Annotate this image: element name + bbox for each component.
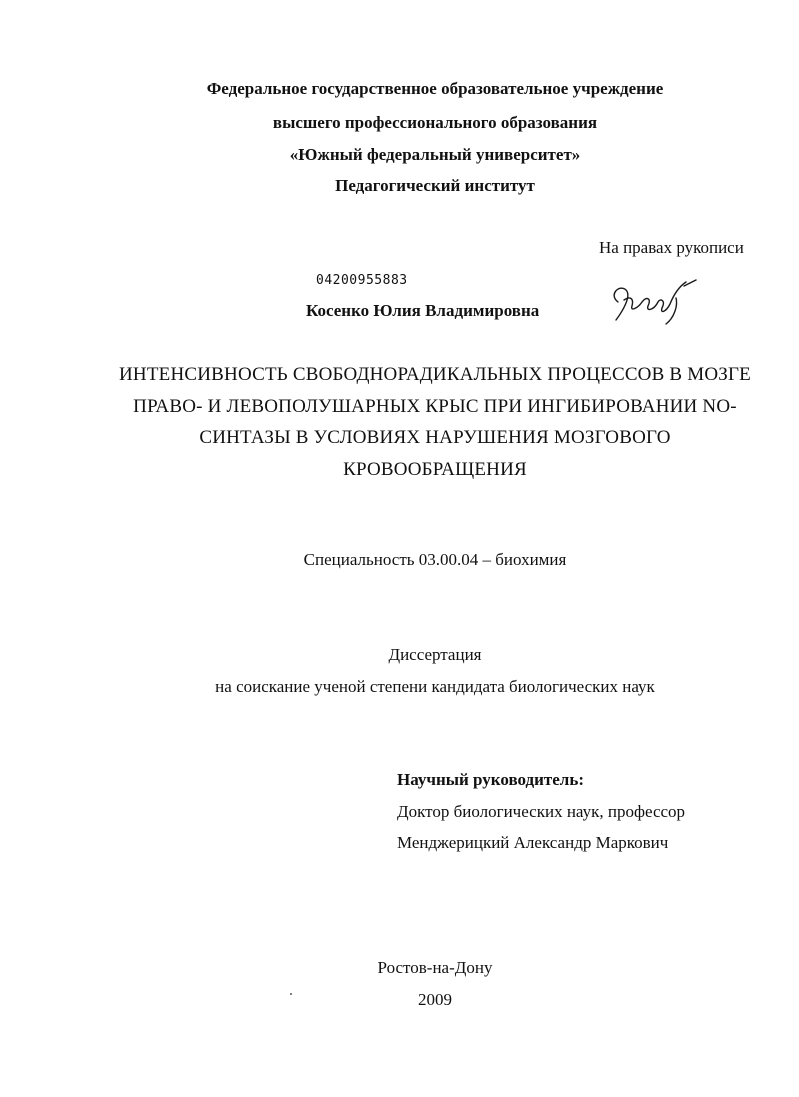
specialty: Специальность 03.00.04 – биохимия [303,550,567,569]
signature-icon [604,272,704,328]
thesis-title-line-4: КРОВООБРАЩЕНИЯ [343,459,527,480]
scan-speck [290,993,292,995]
catalog-number: 04200955883 [316,273,408,288]
institution-line-2: высшего профессионального образования [272,113,598,132]
author-name: Косенко Юлия Владимировна [306,301,540,320]
thesis-title-line-1: ИНТЕНСИВНОСТЬ СВОБОДНОРАДИКАЛЬНЫХ ПРОЦЕССОВ В МОЗГЕ [119,364,751,385]
supervisor-heading: Научный руководитель: [397,770,584,789]
institution-line-3: «Южный федеральный университет» [289,145,581,164]
rights-note: На правах рукописи [599,238,744,257]
supervisor-title: Доктор биологических наук, профессор [397,802,686,821]
thesis-title-line-2: ПРАВО- И ЛЕВОПОЛУШАРНЫХ КРЫС ПРИ ИНГИБИРОВАНИИ NO- [133,396,737,417]
city: Ростов-на-Дону [377,958,493,977]
supervisor-name: Менджерицкий Александр Маркович [397,833,669,852]
institution-line-4: Педагогический институт [335,176,535,195]
work-type: Диссертация [388,645,482,664]
year: 2009 [418,990,452,1009]
institution-line-1: Федеральное государственное образовательное учреждение [206,79,664,98]
degree-line: на соискание ученой степени кандидата биологических наук [215,677,655,696]
thesis-title-line-3: СИНТАЗЫ В УСЛОВИЯХ НАРУШЕНИЯ МОЗГОВОГО [199,427,671,448]
